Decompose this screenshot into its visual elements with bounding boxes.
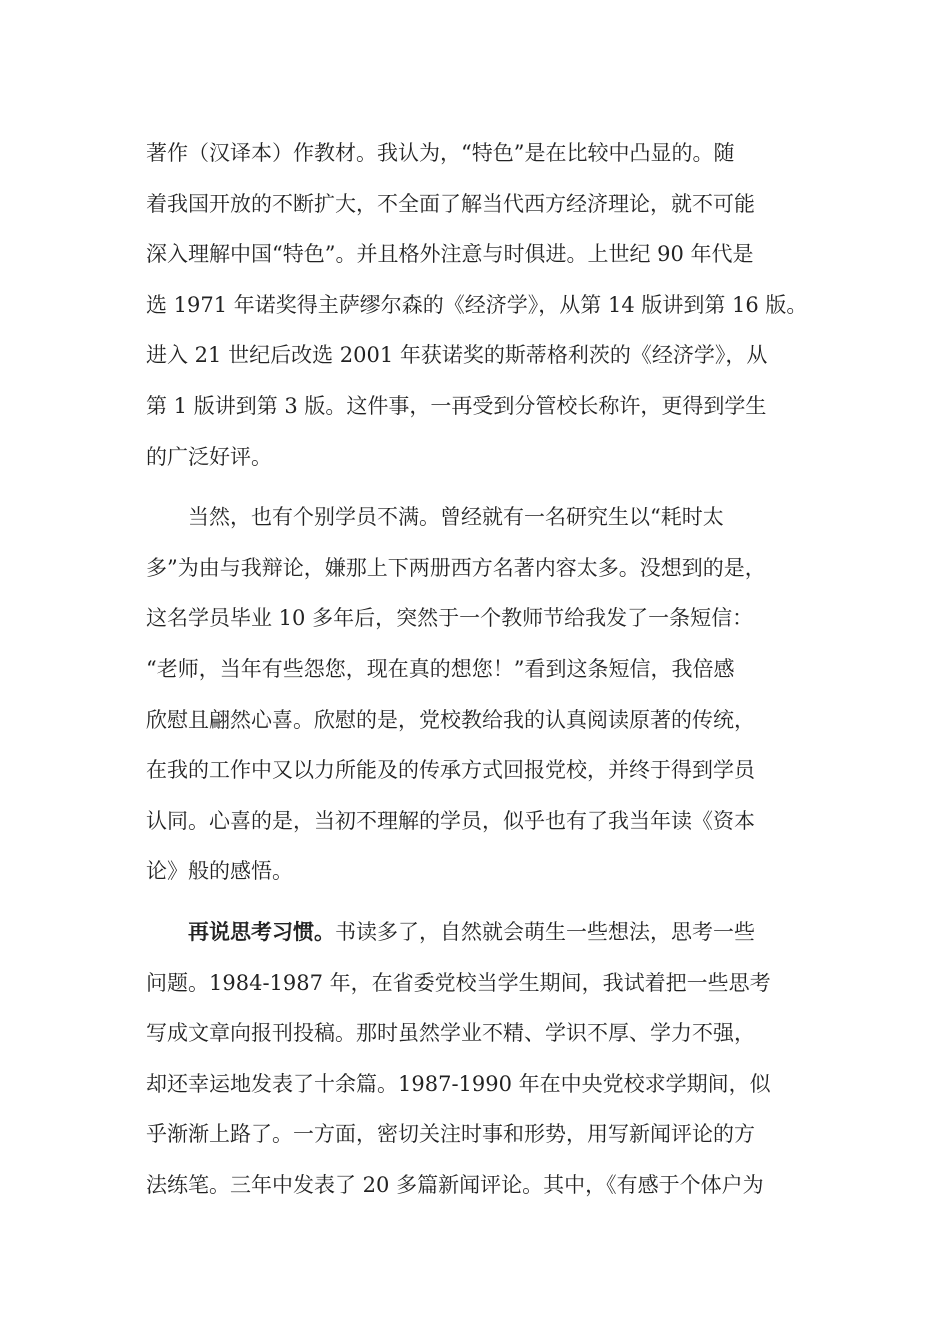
text-line: 却还幸运地发表了十余篇。1987-1990 年在中央党校求学期间，似 bbox=[146, 1071, 771, 1096]
text-line: 多”为由与我辩论，嫌那上下两册西方名著内容太多。没想到的是， bbox=[146, 555, 766, 580]
text-line: 论》般的感悟。 bbox=[146, 859, 293, 884]
text-line: 选 1971 年诺奖得主萨缪尔森的《经济学》，从第 14 版讲到第 16 版。 bbox=[146, 292, 808, 317]
paragraph-2 bbox=[146, 492, 826, 897]
text-line: 欣慰且翩然心喜。欣慰的是，党校教给我的认真阅读原著的传统， bbox=[146, 707, 755, 732]
text-line bbox=[146, 907, 826, 958]
section-lead-heading: 再说思考习惯。 bbox=[188, 918, 335, 944]
text-line: 乎渐渐上路了。一方面，密切关注时事和形势，用写新闻评论的方 bbox=[146, 1122, 755, 1147]
text-line: 法练笔。三年中发表了 20 多篇新闻评论。其中，《有感于个体户为 bbox=[146, 1172, 764, 1197]
text-line: 这名学员毕业 10 多年后，突然于一个教师节给我发了一条短信： bbox=[146, 606, 754, 631]
text-line: 著作（汉译本）作教材。我认为，“特色”是在比较中凸显的。随 bbox=[146, 141, 735, 165]
text-line: 进入 21 世纪后改选 2001 年获诺奖的斯蒂格利茨的《经济学》，从 bbox=[146, 343, 768, 368]
text-line: 问题。1984-1987 年，在省委党校当学生期间，我试着把一些思考 bbox=[146, 970, 771, 995]
text-line: 认同。心喜的是，当初不理解的学员，似乎也有了我当年读《资本 bbox=[146, 808, 755, 833]
paragraph-1 bbox=[146, 128, 826, 482]
text-line: “老师，当年有些怨您，现在真的想您！”看到这条短信，我倍感 bbox=[146, 656, 735, 681]
text-line-rest: 书读多了，自然就会萌生一些想法，思考一些 bbox=[335, 919, 755, 944]
text-line: 着我国开放的不断扩大，不全面了解当代西方经济理论，就不可能 bbox=[146, 191, 755, 216]
paragraph-3 bbox=[146, 907, 826, 1211]
text-line: 深入理解中国“特色”。并且格外注意与时俱进。上世纪 90 年代是 bbox=[146, 242, 754, 267]
text-line: 的广泛好评。 bbox=[146, 444, 272, 469]
body-text bbox=[146, 128, 826, 1210]
text-line: 第 1 版讲到第 3 版。这件事，一再受到分管校长称许，更得到学生 bbox=[146, 393, 767, 418]
text-line: 写成文章向报刊投稿。那时虽然学业不精、学识不厚、学力不强， bbox=[146, 1021, 755, 1046]
text-line: 在我的工作中又以力所能及的传承方式回报党校，并终于得到学员 bbox=[146, 758, 755, 783]
text-line: 当然，也有个别学员不满。曾经就有一名研究生以“耗时太 bbox=[188, 505, 724, 530]
